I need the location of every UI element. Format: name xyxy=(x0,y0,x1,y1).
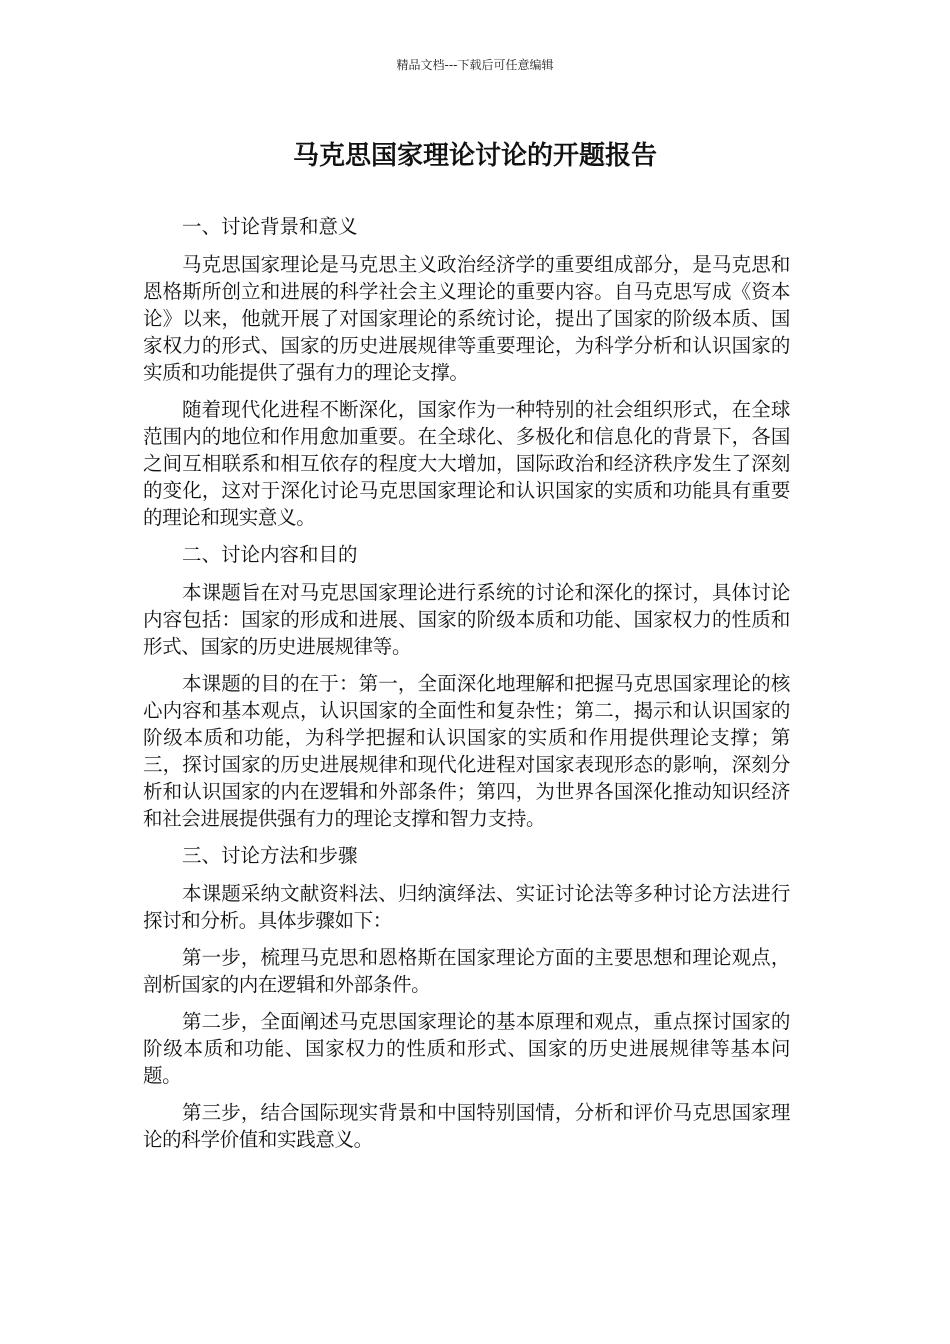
paragraph: 第二步，全面阐述马克思国家理论的基本原理和观点，重点探讨国家的阶级本质和功能、国家权力的性质和形式、国家的历史进展规律等基本问题。 xyxy=(143,1010,790,1087)
paragraph: 本课题采纳文献资料法、归纳演绎法、实证讨论法等多种讨论方法进行探讨和分析。具体步骤如下： xyxy=(143,882,790,932)
paragraph: 马克思国家理论是马克思主义政治经济学的重要组成部分，是马克思和恩格斯所创立和进展的科学社会主义理论的重要内容。自马克思写成《资本论》以来，他就开展了对国家理论的系统讨论，提出了国家的阶级本质、国家权力的形式、国家的历史进展规律等重要理论，为科学分析和认识国家的实质和功能提供了强有力的理论支撑。 xyxy=(143,253,790,384)
paragraph: 第三步，结合国际现实背景和中国特别国情，分析和评价马克思国家理论的科学价值和实践意义。 xyxy=(143,1101,790,1151)
section-heading-background: 一、讨论背景和意义 xyxy=(182,215,358,238)
section-heading-methods: 三、讨论方法和步骤 xyxy=(182,844,358,867)
paragraph: 本课题旨在对马克思国家理论进行系统的讨论和深化的探讨，具体讨论内容包括：国家的形成和进展、国家的阶级本质和功能、国家权力的性质和形式、国家的历史进展规律等。 xyxy=(143,581,790,658)
paragraph: 第一步，梳理马克思和恩格斯在国家理论方面的主要思想和理论观点，剖析国家的内在逻辑和外部条件。 xyxy=(143,946,790,996)
paragraph: 随着现代化进程不断深化，国家作为一种特别的社会组织形式，在全球范围内的地位和作用愈加重要。在全球化、多极化和信息化的背景下，各国之间互相联系和相互依存的程度大大增加，国际政治和经济秩序发生了深刻的变化，这对于深化讨论马克思国家理论和认识国家的实质和功能具有重要的理论和现实意义。 xyxy=(143,398,790,529)
document-title: 马克思国家理论讨论的开题报告 xyxy=(292,141,657,171)
paragraph: 本课题的目的在于：第一，全面深化地理解和把握马克思国家理论的核心内容和基本观点，认识国家的全面性和复杂性；第二，揭示和认识国家的阶级本质和功能，为科学把握和认识国家的实质和作用提供理论支撑；第三，探讨国家的历史进展规律和现代化进程对国家表现形态的影响，深刻分析和认识国家的内在逻辑和外部条件；第四，为世界各国深化推动知识经济和社会进展提供强有力的理论支撑和智力支持。 xyxy=(143,672,790,830)
section-heading-content: 二、讨论内容和目的 xyxy=(182,543,358,566)
page-header-watermark: 精品文档---下载后可任意编辑 xyxy=(396,58,554,72)
document-body xyxy=(143,213,790,1163)
